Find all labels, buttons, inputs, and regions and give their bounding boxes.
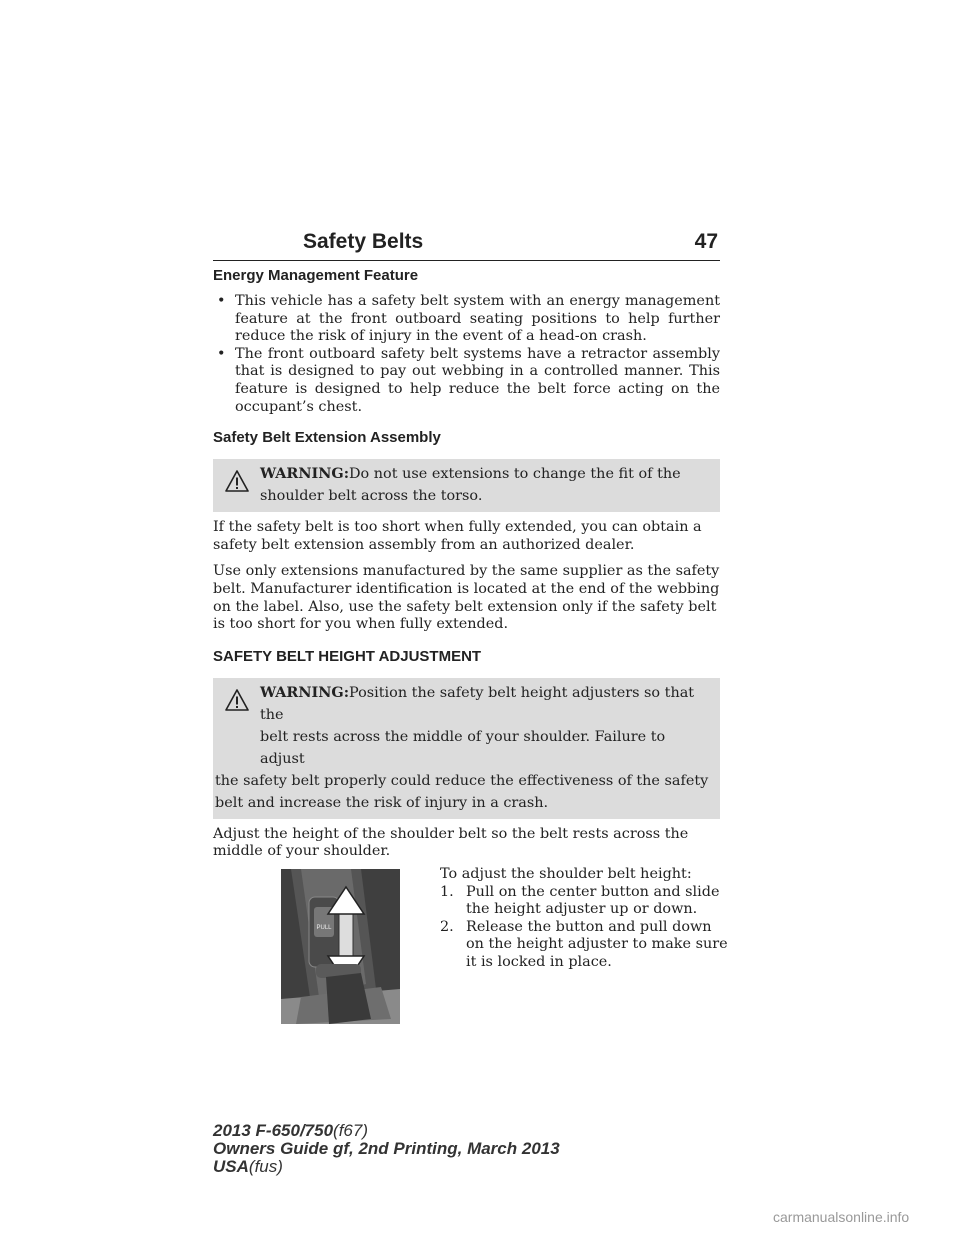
page-content [213,266,728,1026]
steps-list [440,884,730,972]
warning-text: the safety belt properly could reduce the effectiveness of the safety belt and increase the risk of injury in a crash. [215,772,709,811]
energy-bullet-1: • This vehicle has a safety belt system with an energy management feature at the front outboard seating positions to help further reduce the risk of injury in the event of a head-on crash. [213,293,720,346]
warning-label: WARNING: [260,465,350,483]
steps-lead: To adjust the shoulder belt height: [440,865,692,882]
step-item [440,919,730,972]
page-footer [213,1122,560,1176]
warning-text: Do not use extensions to change the fit of the [349,466,681,483]
warning-icon [225,470,249,492]
warning-text: Position the safety belt height adjusters so that the [260,684,695,723]
belt-height-adjuster-illustration [281,869,400,1024]
footer-guide-info: Owners Guide gf, 2nd Printing, March 2013 [213,1139,560,1158]
extension-heading: Safety Belt Extension Assembly [213,429,441,447]
step-item [440,884,730,919]
warning-icon [225,689,249,711]
warning-text: belt rests across the middle of your shoulder. Failure to adjust [260,728,666,767]
energy-bullets [213,293,720,416]
step-number: 1. [440,883,454,900]
height-paragraph: Adjust the height of the shoulder belt so the belt rests across the middle of your shoulder. [213,825,689,860]
height-adjust-row [213,865,728,1026]
height-warning-box [213,678,720,819]
footer-market-code: (fus) [248,1157,283,1176]
extension-paragraph-2: Use only extensions manufactured by the same supplier as the safety belt. Manufacturer identification is located at the end of the webbing on the label. Also, use the safety belt extension only if the safety belt is too short for you when fully extended. [213,563,720,633]
warning-label: WARNING: [260,683,350,701]
height-heading: SAFETY BELT HEIGHT ADJUSTMENT [213,647,482,665]
page-title: Safety Belts [303,230,424,253]
extension-warning-box [213,459,720,512]
footer-model: 2013 F-650/750 [213,1121,334,1140]
page-number: 47 [694,230,718,253]
footer-model-code: (f67) [333,1121,369,1140]
page-header [213,226,720,261]
extension-paragraph-1: If the safety belt is too short when fully extended, you can obtain a safety belt extension assembly from an authorized dealer. [213,519,702,553]
energy-bullet-2: • The front outboard safety belt systems have a retractor assembly that is designed to pay out webbing in a controlled manner. This feature is designed to help reduce the belt force acting on the occupant’s chest. [213,346,720,416]
warning-text: shoulder belt across the torso. [260,488,483,505]
energy-heading: Energy Management Feature [213,267,419,284]
pull-label: PULL [316,924,332,931]
watermark: carmanualsonline.info [773,1209,910,1225]
step-text: Release the button and pull down on the height adjuster to make sure it is locked in place. [466,918,728,970]
step-text: Pull on the center button and slide the height adjuster up or down. [466,883,720,918]
adjust-steps [440,866,730,972]
footer-market: USA [213,1157,249,1176]
step-number: 2. [440,918,454,935]
